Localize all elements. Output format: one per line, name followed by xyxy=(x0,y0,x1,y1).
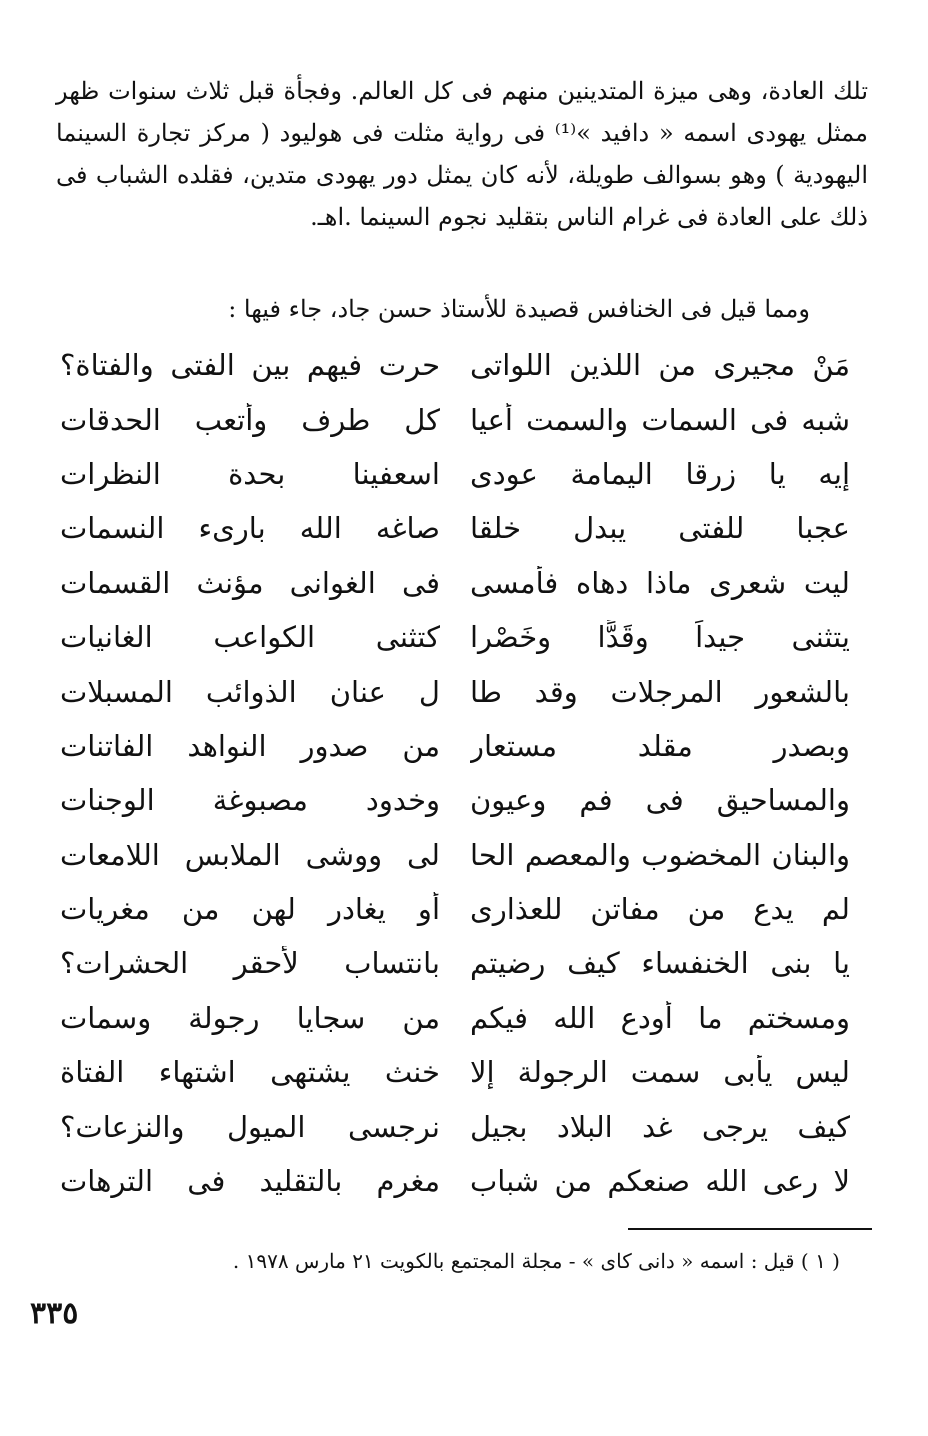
poem-intro xyxy=(56,288,868,330)
poem-verse xyxy=(60,1045,850,1099)
verse-first-hemistich: ليس يأبى سمت الرجولة إلا xyxy=(470,1055,850,1090)
verse-second-hemistich: حرت فيهم بين الفتى والفتاة؟ xyxy=(60,348,440,383)
verse-first-hemistich: كيف يرجى غد البلاد بجيل xyxy=(470,1109,850,1144)
poem-verse xyxy=(60,773,850,827)
verse-first-hemistich: ليت شعرى ماذا دهاه فأمسى xyxy=(470,565,850,600)
verse-first-hemistich: والمساحيق فى فم وعيون xyxy=(470,783,850,818)
poem xyxy=(60,338,850,1208)
poem-intro-text: ومما قيل فى الخنافس قصيدة للأستاذ حسن جاد، جاء فيها : xyxy=(228,295,810,323)
poem-verse xyxy=(60,719,850,773)
verse-second-hemistich: فى الغوانى مؤنث القسمات xyxy=(60,565,440,600)
verse-second-hemistich: خنث يشتهى اشتهاء الفتاة xyxy=(60,1055,440,1090)
poem-verse xyxy=(60,338,850,392)
verse-second-hemistich: بانتساب لأحقر الحشرات؟ xyxy=(60,946,440,981)
poem-verse xyxy=(60,392,850,446)
verse-second-hemistich: من صدور النواهد الفاتنات xyxy=(60,728,440,763)
page-number: ٣٣٥ xyxy=(30,1296,79,1331)
verse-second-hemistich: مغرم بالتقليد فى الترهات xyxy=(60,1164,440,1199)
poem-verse xyxy=(60,936,850,990)
poem-verse xyxy=(60,882,850,936)
poem-verse xyxy=(60,664,850,718)
poem-verse xyxy=(60,1154,850,1208)
verse-first-hemistich: لا رعى الله صنعكم من شباب xyxy=(470,1164,850,1199)
verse-first-hemistich: لم يدع من مفاتن للعذارى xyxy=(470,892,850,927)
poem-verse xyxy=(60,556,850,610)
verse-second-hemistich: لى ووشى الملابس اللامعات xyxy=(60,837,440,872)
prose-paragraph xyxy=(56,70,868,238)
verse-first-hemistich: عجبا للفتى يبدل خلقا xyxy=(470,511,850,546)
verse-second-hemistich: أو يغادر لهن من مغريات xyxy=(60,892,440,927)
poem-verse xyxy=(60,501,850,555)
prose-text: تلك العادة، وهى ميزة المتدينين منهم فى كل العالم. وفجأة قبل ثلاث سنوات ظهر ممثل يهودى اسمه « دافيد »⁽¹⁾ فى رواية مثلت فى هوليود ( مركز تجارة السينما اليهودية ) وهو بسوالف طويلة، لأنه كان يمثل دور يهودى متدين، فقلده الشباب فى ذلك على العادة فى غرام الناس بتقليد نجوم السينما .اهـ. xyxy=(56,77,868,231)
verse-second-hemistich: من سجايا رجولة وسمات xyxy=(60,1000,440,1035)
poem-verse xyxy=(60,610,850,664)
poem-verse xyxy=(60,1099,850,1153)
verse-second-hemistich: كتثنى الكواعب الغانيات xyxy=(60,620,440,655)
poem-verse xyxy=(60,447,850,501)
verse-first-hemistich: ومسختم ما أودع الله فيكم xyxy=(470,1000,850,1035)
verse-first-hemistich: وبصدر مقلد مستعار xyxy=(470,728,850,763)
verse-first-hemistich: بالشعور المرجلات وقد طا xyxy=(470,674,850,709)
verse-first-hemistich: مَنْ مجيرى من اللذين اللواتى xyxy=(470,348,850,383)
verse-second-hemistich: نرجسى الميول والنزعات؟ xyxy=(60,1109,440,1144)
verse-first-hemistich: إيه يا زرقا اليمامة عودى xyxy=(470,456,850,491)
verse-first-hemistich: والبنان المخضوب والمعصم الحا xyxy=(470,837,850,872)
poem-verse xyxy=(60,991,850,1045)
verse-first-hemistich: شبه فى السمات والسمت أعيا xyxy=(470,402,850,437)
footnote: ( ١ ) قيل : اسمه « دانى كاى » - مجلة المجتمع بالكويت ٢١ مارس ١٩٧٨ . xyxy=(232,1249,840,1273)
verse-second-hemistich: وخدود مصبوغة الوجنات xyxy=(60,783,440,818)
verse-second-hemistich: كل طرف وأتعب الحدقات xyxy=(60,402,440,437)
verse-first-hemistich: يتثنى جيداً وقَدًّا وخَصْرا xyxy=(470,620,850,655)
verse-first-hemistich: يا بنى الخنفساء كيف رضيتم xyxy=(470,946,850,981)
verse-second-hemistich: ل عنان الذوائب المسبلات xyxy=(60,674,440,709)
poem-verse xyxy=(60,828,850,882)
footnote-divider xyxy=(628,1228,872,1230)
verse-second-hemistich: اسعفينا بحدة النظرات xyxy=(60,456,440,491)
verse-second-hemistich: صاغه الله بارىء النسمات xyxy=(60,511,440,546)
